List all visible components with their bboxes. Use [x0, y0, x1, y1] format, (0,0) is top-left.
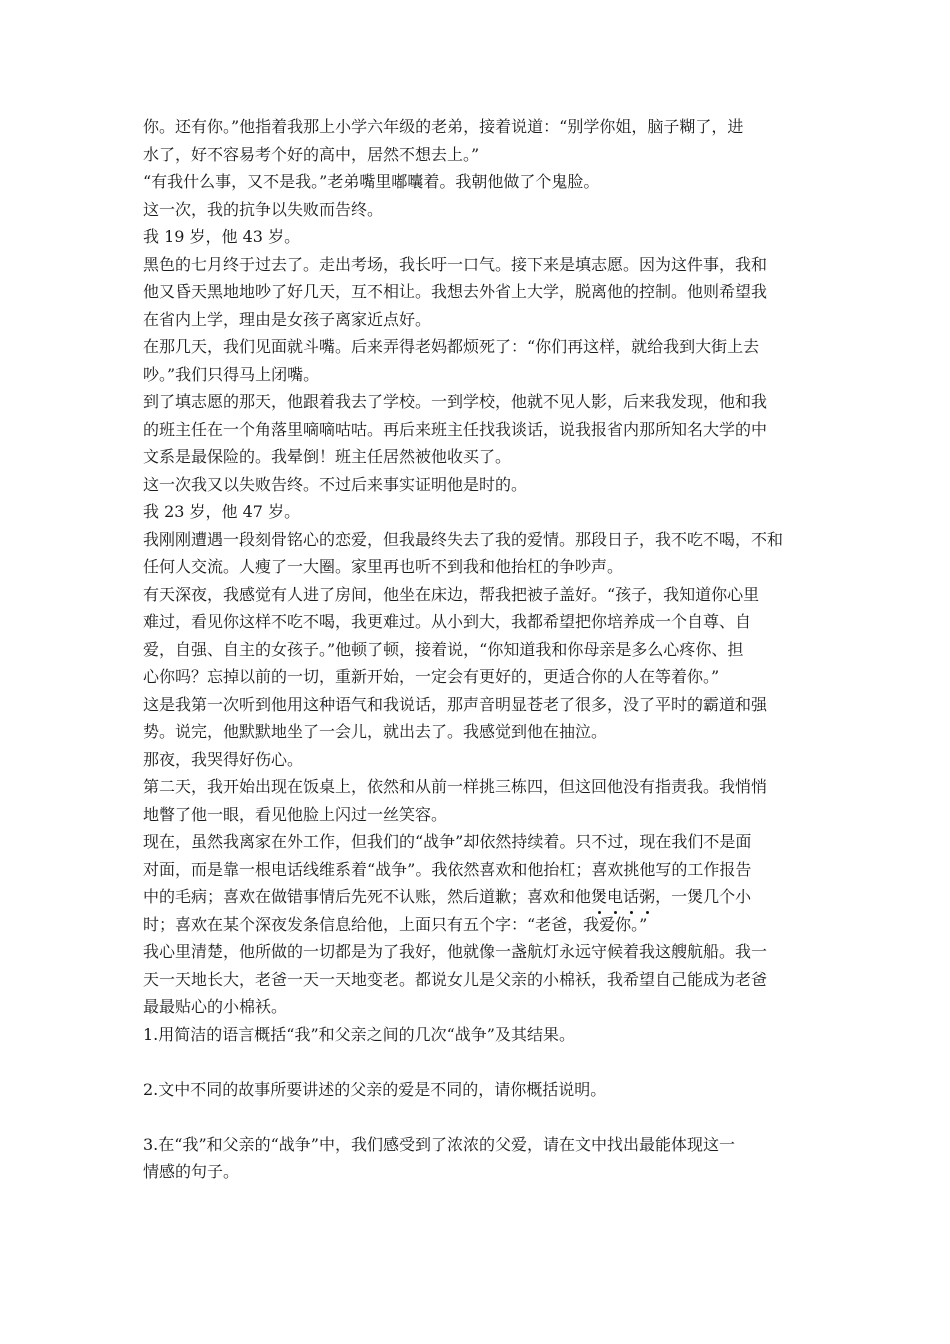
- text-line: 地瞥了他一眼，看见他脸上闪过一丝笑容。: [143, 804, 448, 824]
- text-line: 有天深夜，我感觉有人进了房间，他坐在床边，帮我把被子盖好。“孩子，我知道你心里: [143, 584, 760, 604]
- text-line: 在那几天，我们见面就斗嘴。后来弄得老妈都烦死了：“你们再这样，就给我到大街上去: [143, 337, 760, 356]
- text-line: 文系是最保险的。我晕倒！班主任居然被他收买了。: [143, 447, 512, 466]
- text-line: 黑色的七月终于过去了。走出考场，我长吁一口气。接下来是填志愿。因为这件事，我和: [143, 254, 768, 274]
- text-line: “有我什么事，又不是我。”老弟嘴里嘟囔着。我朝他做了个鬼脸。: [143, 172, 600, 191]
- text-segment: ，一煲几个小: [655, 887, 752, 906]
- text-line: 他又昏天黑地地吵了好几天，互不相让。我想去外省上大学，脱离他的控制。他则希望我: [143, 282, 768, 301]
- emphasis-char: 话: [623, 883, 639, 911]
- question-2: 2.文中不同的故事所要讲述的父亲的爱是不同的，请你概括说明。: [143, 1079, 607, 1099]
- answer-space: [143, 1048, 811, 1076]
- answer-space: [143, 1103, 811, 1131]
- text-line: 这一次我又以失败告终。不过后来事实证明他是时的。: [143, 474, 528, 494]
- emphasis-char: 煲: [591, 883, 607, 911]
- age-line: 我 23 岁，他 47 岁。: [143, 502, 301, 521]
- text-line: 这是我第一次听到他用这种语气和我说话，那声音明显苍老了很多，没了平时的霸道和强: [143, 694, 768, 714]
- questions-section: [143, 1021, 811, 1186]
- text-line: 心你吗？忘掉以前的一切，重新开始，一定会有更好的，更适合你的人在等着你。”: [143, 667, 720, 686]
- text-line: 爱，自强、自主的女孩子。”他顿了顿，接着说，“你知道我和你母亲是多么心疼你、担: [143, 639, 744, 659]
- question-3-continued: 情感的句子。: [143, 1162, 240, 1181]
- text-line: 你。还有你。”他指着我那上小学六年级的老弟，接着说道：“别学你姐，脑子糊了，进: [143, 117, 744, 136]
- text-line: 在省内上学，理由是女孩子离家近点好。: [143, 309, 432, 329]
- text-line: 那夜，我哭得好伤心。: [143, 749, 304, 769]
- text-line: 势。说完，他默默地坐了一会儿，就出去了。我感觉到他在抽泣。: [143, 722, 608, 741]
- text-line: 第二天，我开始出现在饭桌上，依然和从前一样挑三栋四，但这回他没有指责我。我悄悄: [143, 777, 768, 796]
- text-line: 水了，好不容易考个好的高中，居然不想去上。”: [143, 144, 480, 164]
- text-line: 我刚刚遭遇一段刻骨铭心的恋爱，但我最终失去了我的爱情。那段日子，我不吃不喝，不和: [143, 529, 784, 549]
- text-segment: 中的毛病；喜欢在做错事情后先死不认账，然后道歉；喜欢和他: [143, 887, 592, 906]
- text-line: 任何人交流。人瘦了一大圈。家里再也听不到我和他抬杠的争吵声。: [143, 557, 624, 576]
- age-line: 我 19 岁，他 43 岁。: [143, 227, 301, 246]
- text-line: 时；喜欢在某个深夜发条信息给他，上面只有五个字：“老爸，我爱你。”: [143, 914, 648, 934]
- text-line: 天一天地长大，老爸一天一天地变老。都说女儿是父亲的小棉袄，我希望自己能成为老爸: [143, 969, 768, 989]
- text-line: 难过，看见你这样不吃不喝，我更难过。从小到大，我都希望把你培养成一个自尊、自: [143, 612, 752, 631]
- document-page: [143, 113, 811, 1186]
- text-line: 到了填志愿的那天，他跟着我去了学校。一到学校，他就不见人影，后来我发现，他和我: [143, 392, 768, 411]
- question-1: 1.用简洁的语言概括“我”和父亲之间的几次“战争”及其结果。: [143, 1024, 575, 1044]
- text-line: 最最贴心的小棉袄。: [143, 997, 288, 1016]
- text-line: 的班主任在一个角落里嘀嘀咕咕。再后来班主任找我谈话，说我报省内那所知名大学的中: [143, 419, 768, 439]
- text-line: 现在，虽然我离家在外工作，但我们的“战争”却依然持续着。只不过，现在我们不是面: [143, 832, 752, 851]
- text-line-with-emphasis: [143, 883, 811, 911]
- question-3: 3.在“我”和父亲的“战争”中，我们感受到了浓浓的父爱，请在文中找出最能体现这一: [143, 1134, 735, 1154]
- emphasis-char: 粥: [639, 883, 655, 911]
- article-body: [143, 113, 811, 1021]
- text-line: 我心里清楚，他所做的一切都是为了我好，他就像一盏航灯永远守候着我这艘航船。我一: [143, 942, 768, 961]
- text-line: 吵。”我们只得马上闭嘴。: [143, 364, 320, 384]
- emphasis-char: 电: [607, 883, 623, 911]
- text-line: 这一次，我的抗争以失败而告终。: [143, 199, 384, 219]
- text-line: 对面，而是靠一根电话线维系着“战争”。我依然喜欢和他抬杠；喜欢挑他写的工作报告: [143, 859, 752, 879]
